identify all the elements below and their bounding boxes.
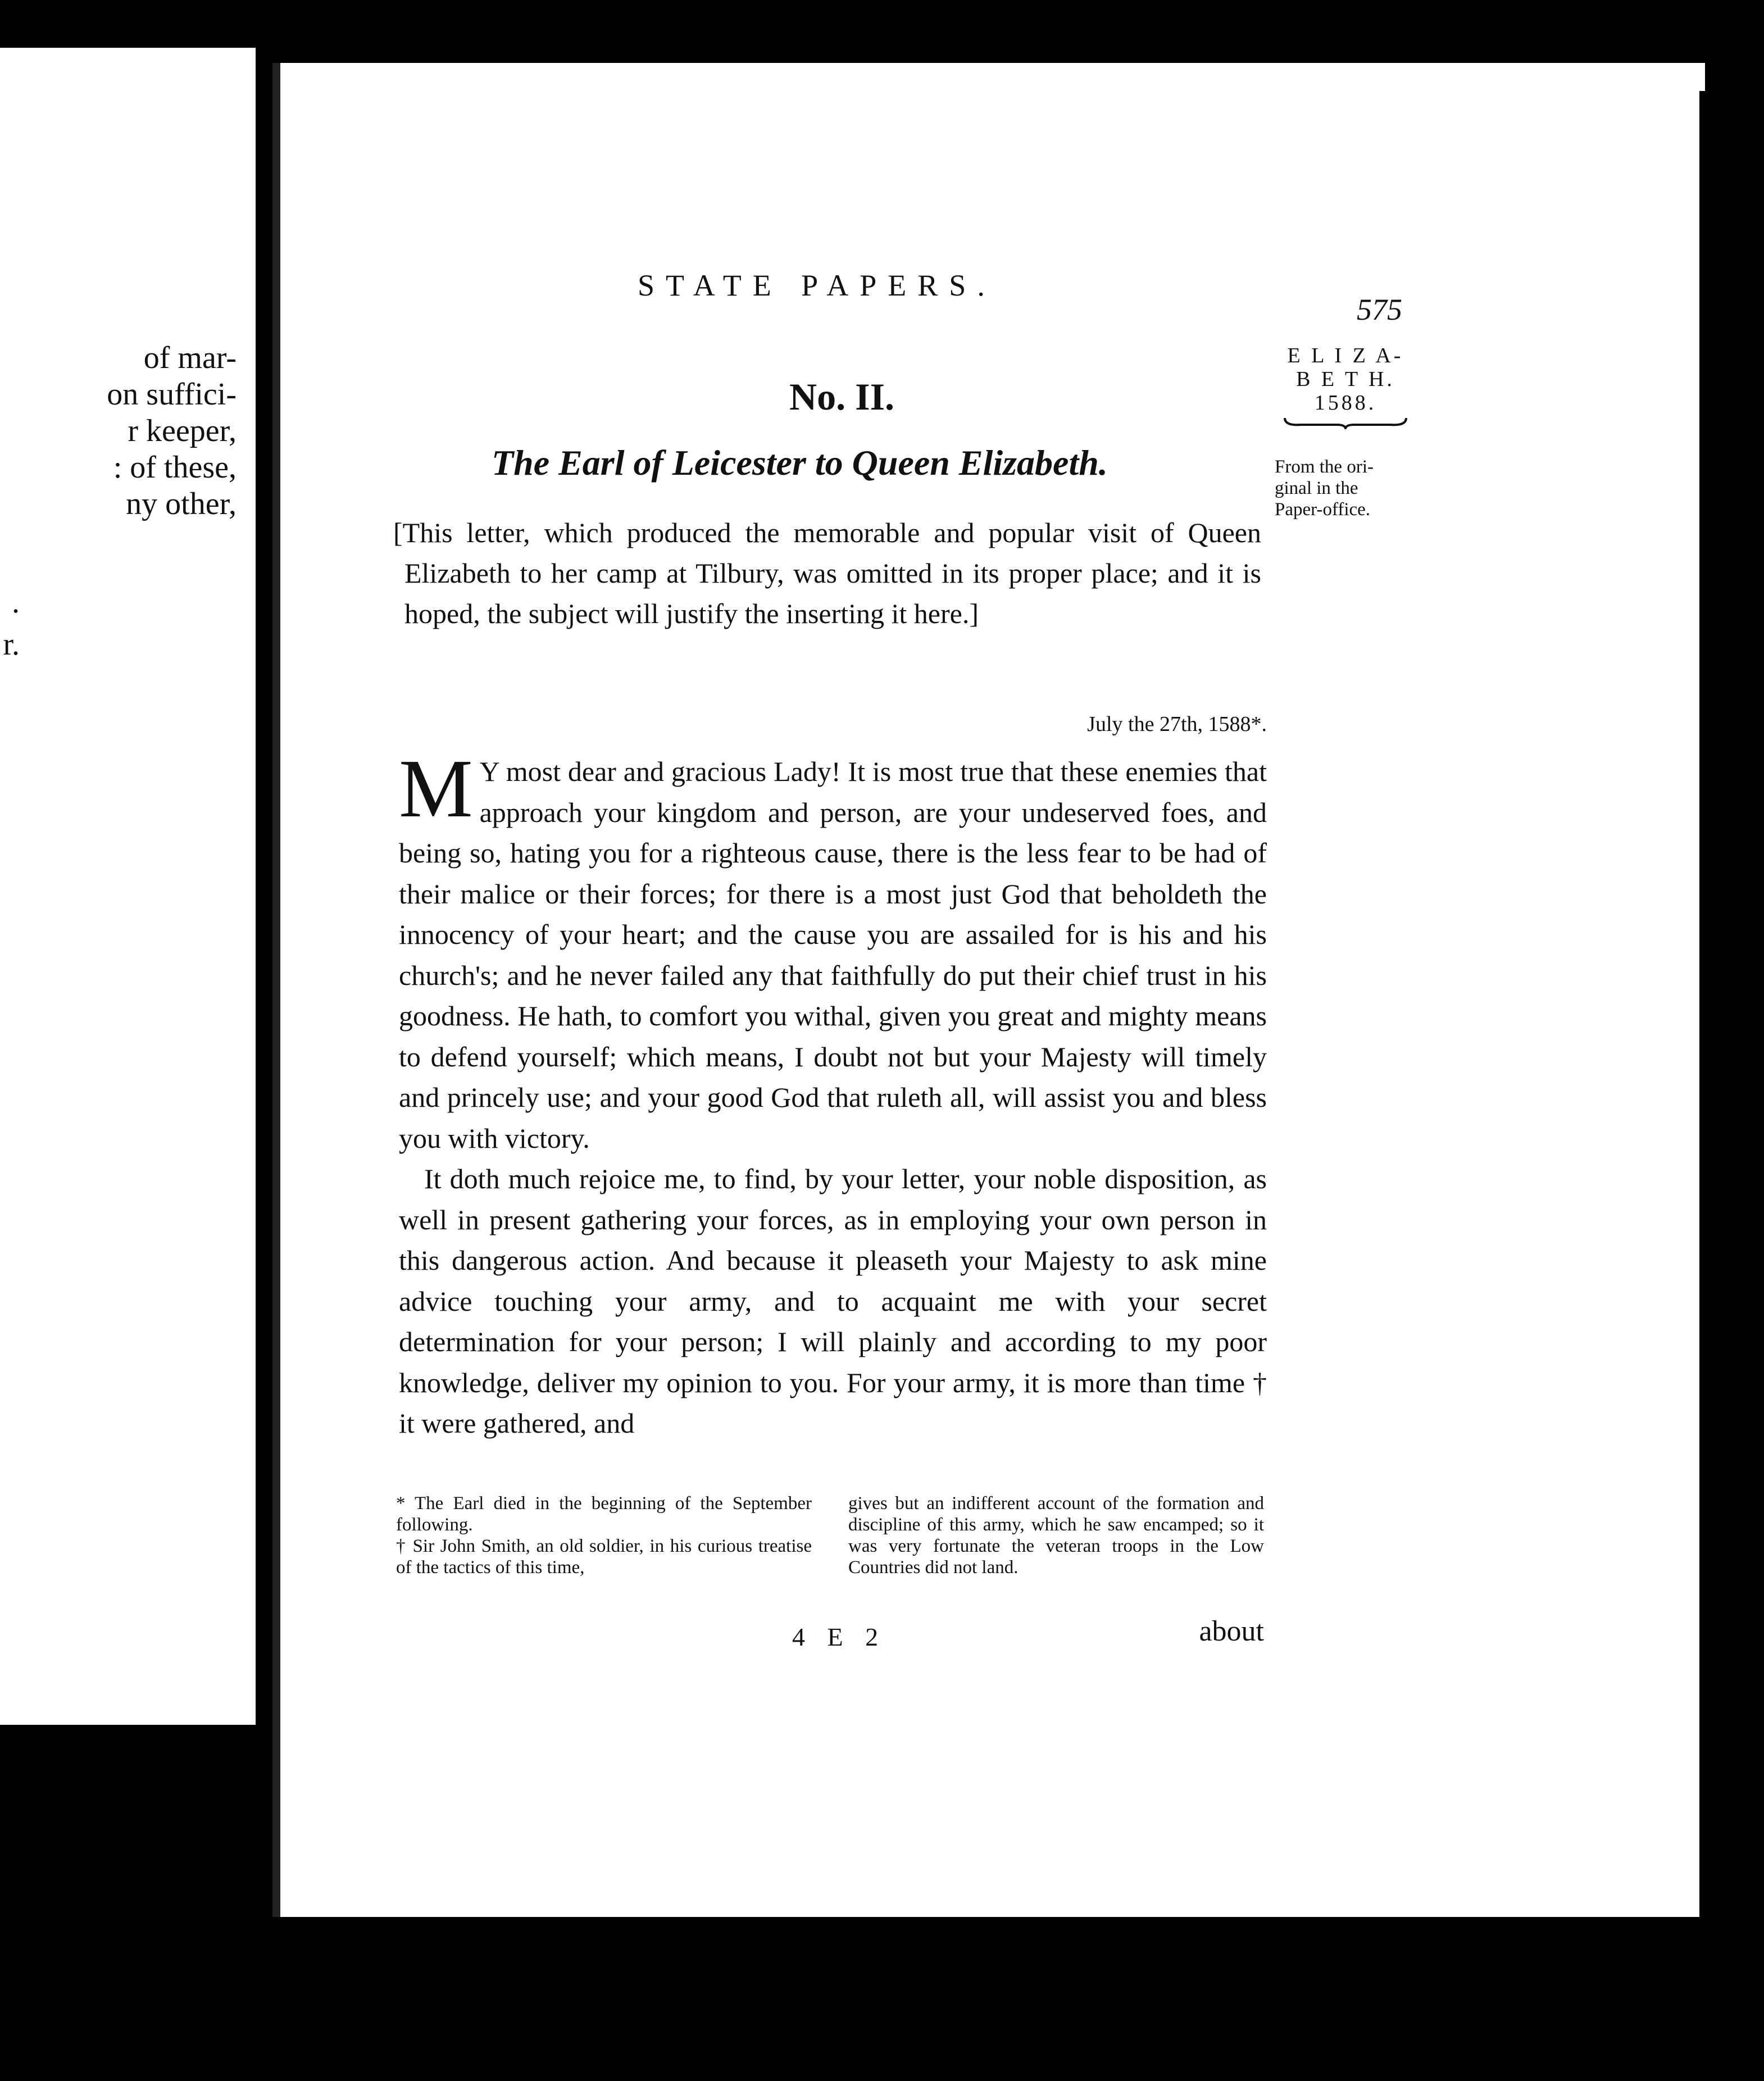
catchword: about xyxy=(1199,1615,1264,1647)
margin-heading xyxy=(1272,344,1419,415)
paragraph: It doth much rejoice me, to find, by your letter, your noble disposition, as well in present gathering your forces, as in employing your own person in this dangerous action. And because it pleaseth your Majesty to ask mine advice touching your army, and to acquaint me with your secret determination for your person; I will plainly and according to my poor knowledge, deliver my opinion to you. For your army, it is more than time † it were gathered, and xyxy=(399,1163,1267,1439)
facing-page-line: . xyxy=(12,585,20,620)
facing-page-line: on suffici- xyxy=(107,377,237,412)
facing-page-line: of mar- xyxy=(143,340,237,375)
margin-heading-line: E L I Z A- xyxy=(1287,344,1404,367)
facing-page-line: ny other, xyxy=(126,487,237,521)
footnotes xyxy=(396,1493,1264,1578)
page-edge xyxy=(1699,91,1705,1917)
footnote-column xyxy=(396,1493,812,1578)
drop-cap: M xyxy=(399,743,473,835)
margin-note xyxy=(1275,456,1443,520)
editorial-introduction: [This letter, which produced the memorable and popular visit of Queen Elizabeth to her camp at Tilbury, was omitted in its proper place; and it is hoped, the subject will justify the inserting it here.] xyxy=(393,517,1261,629)
document-title: The Earl of Leicester to Queen Elizabeth. xyxy=(492,443,1108,483)
footnote-continuation: gives but an indifferent account of the formation and discipline of this army, which he saw encamped; so it was very fortunate the veteran troops in the Low Countries did not land. xyxy=(848,1493,1264,1578)
margin-note-line: ginal in the xyxy=(1275,478,1358,498)
page-number: 575 xyxy=(1357,293,1402,326)
running-title: STATE PAPERS. xyxy=(638,269,996,302)
margin-heading-line: 1588. xyxy=(1314,391,1377,415)
margin-note-line: From the ori- xyxy=(1275,457,1374,477)
footnote: * The Earl died in the beginning of the September following. xyxy=(396,1493,812,1535)
paragraph-text: Y most dear and gracious Lady! It is most true that these enemies that approach your kingdom and person, are your undeserved foes, and being so, hating you for a righteous cause, there is the less fear to be had of their malice or their forces; for there is a most just God that beholdeth the innocency of your heart; and the cause you are assailed for is his and his church's; and he never failed any that faithfully do put their chief trust in his goodness. He hath, to comfort you withal, given you great and mighty means to defend yourself; which means, I doubt not but your Majesty will timely and princely use; and your good God that ruleth all, will assist you and bless you with victory. xyxy=(399,756,1267,1154)
footnote-column xyxy=(848,1493,1264,1578)
facing-page-line: : of these, xyxy=(113,450,237,485)
letter-date: July the 27th, 1588*. xyxy=(1087,712,1267,736)
facing-page-line: r keeper, xyxy=(128,414,237,448)
facing-page xyxy=(0,48,256,1725)
paragraph xyxy=(399,743,1267,1158)
document-number: No. II. xyxy=(789,375,895,418)
signature-mark: 4 E 2 xyxy=(792,1623,886,1651)
footnote: † Sir John Smith, an old soldier, in his curious treatise of the tactics of this time, xyxy=(396,1536,812,1578)
margin-heading-line: B E T H. xyxy=(1296,367,1395,391)
book-page xyxy=(272,63,1705,1917)
letter-body xyxy=(399,743,1267,1444)
brace-ornament xyxy=(1284,417,1407,429)
margin-note-line: Paper-office. xyxy=(1275,499,1371,520)
facing-page-line: r. xyxy=(3,627,20,662)
